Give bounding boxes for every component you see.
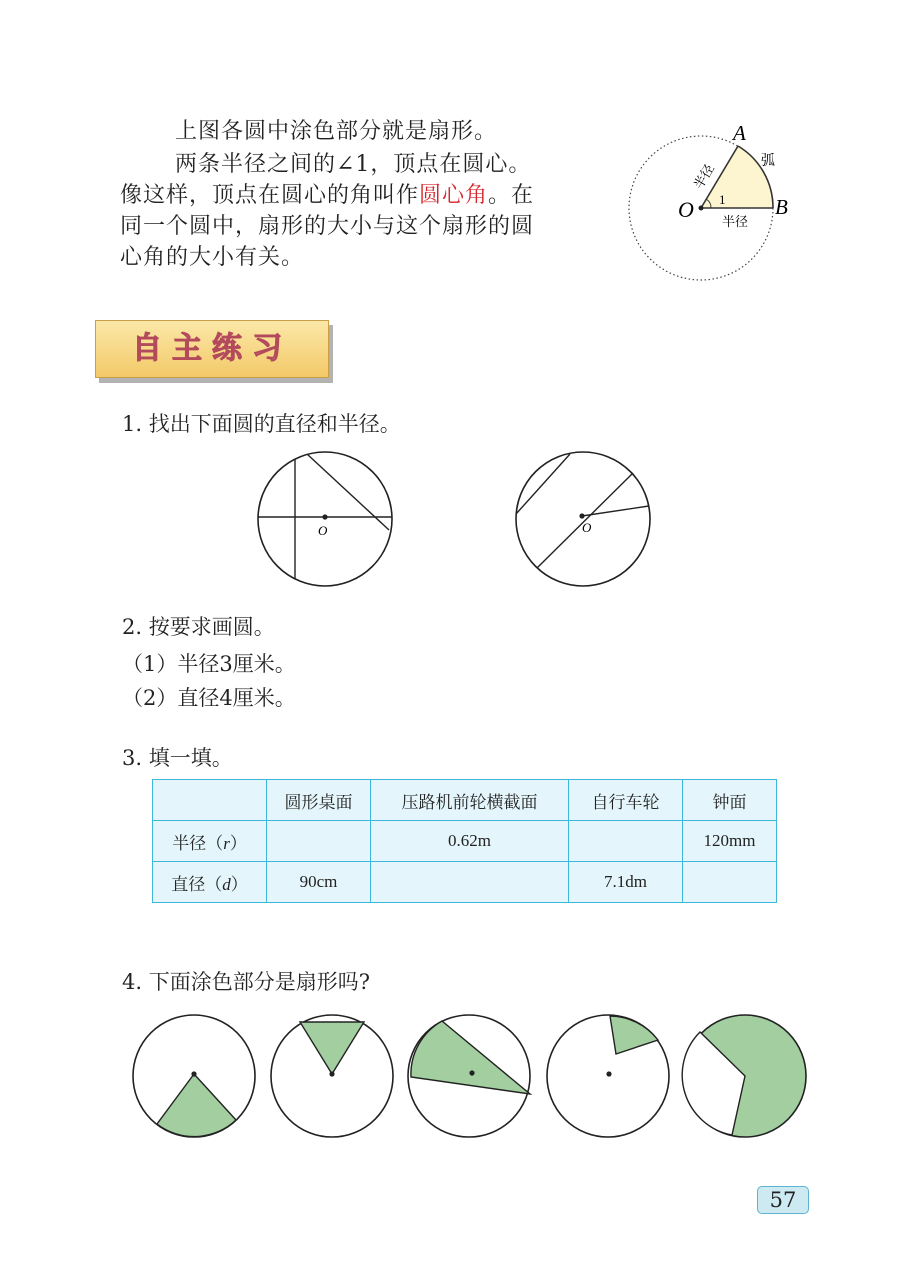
table-row-radius <box>153 821 777 862</box>
intro-line-3-end: 。在 <box>488 183 535 208</box>
table-header-cell: 压路机前轮横截面 <box>371 780 569 821</box>
row-label-radius <box>153 821 267 862</box>
row-label-var: d <box>222 874 231 894</box>
table-header-cell: 自行车轮 <box>569 780 683 821</box>
label-B: B <box>775 195 788 219</box>
row-label-text: 半径（ <box>172 833 224 854</box>
row-label-close: ） <box>230 874 248 895</box>
q4-circle-1 <box>133 1015 255 1137</box>
intro-line-3-start: 像这样，顶点在圆心的角叫作 <box>120 183 420 208</box>
table-header-cell: 圆形桌面 <box>267 780 371 821</box>
q1c2-center <box>579 513 584 518</box>
table-cell[interactable] <box>569 821 683 862</box>
table-header-cell: 钟面 <box>683 780 777 821</box>
intro-line-2: 两条半径之间的∠1，顶点在圆心。 <box>175 152 532 177</box>
label-radius-slant: 半径 <box>691 162 718 193</box>
label-arc: 弧 <box>761 153 775 169</box>
q1-circle-1 <box>252 446 398 592</box>
center-point <box>699 206 704 211</box>
table-cell[interactable] <box>267 821 371 862</box>
label-radius-bottom: 半径 <box>722 215 749 230</box>
q1c1-center-label: O <box>318 523 328 538</box>
row-label-diameter <box>153 862 267 903</box>
section-header-box <box>95 320 329 378</box>
intro-line-1: 上图各圆中涂色部分就是扇形。 <box>175 119 498 144</box>
q4-circles <box>128 1010 814 1142</box>
label-A: A <box>733 121 746 145</box>
table-cell: 120mm <box>683 821 777 862</box>
table-header-empty <box>153 780 267 821</box>
intro-line-3 <box>120 180 534 212</box>
label-O: O <box>678 197 694 222</box>
question-2-item-2: （2）直径4厘米。 <box>122 686 296 710</box>
q4-circle-3 <box>408 1015 530 1137</box>
section-title: 自主练习 <box>132 331 292 366</box>
table-cell: 90cm <box>267 862 371 903</box>
q4-circle-4 <box>547 1015 669 1137</box>
central-angle-term: 圆心角 <box>419 183 489 208</box>
intro-line-5: 心角的大小有关。 <box>120 245 305 270</box>
row-label-text: 直径（ <box>171 874 223 895</box>
table-row-diameter <box>153 862 777 903</box>
question-2-text: 2. 按要求画圆。 <box>122 615 275 639</box>
table-cell: 7.1dm <box>569 862 683 903</box>
question-1-text: 1. 找出下面圆的直径和半径。 <box>122 412 401 436</box>
q1c2-chord <box>516 454 570 514</box>
q4-circle-2 <box>271 1015 393 1137</box>
page-number: 57 <box>757 1186 809 1214</box>
sector-figure <box>615 120 815 285</box>
row-label-var: r <box>223 833 230 853</box>
intro-line-4: 同一个圆中，扇形的大小与这个扇形的圆 <box>120 214 535 239</box>
q1c1-center <box>322 514 327 519</box>
q1c2-radius <box>582 506 649 516</box>
table-cell[interactable] <box>371 862 569 903</box>
table-cell: 0.62m <box>371 821 569 862</box>
question-4-text: 4. 下面涂色部分是扇形吗? <box>122 970 370 994</box>
fill-in-table <box>152 779 777 903</box>
row-label-close: ） <box>229 833 247 854</box>
q1-circle-2 <box>510 446 656 592</box>
q1c1-chord-diagonal <box>307 454 389 530</box>
table-header-row <box>153 780 777 821</box>
q1c2-center-label: O <box>582 520 592 535</box>
question-3-text: 3. 填一填。 <box>122 746 233 770</box>
question-2-item-1: （1）半径3厘米。 <box>122 652 296 676</box>
label-angle-1: 1 <box>719 192 726 207</box>
q4-circle-5 <box>682 1015 806 1137</box>
table-cell[interactable] <box>683 862 777 903</box>
